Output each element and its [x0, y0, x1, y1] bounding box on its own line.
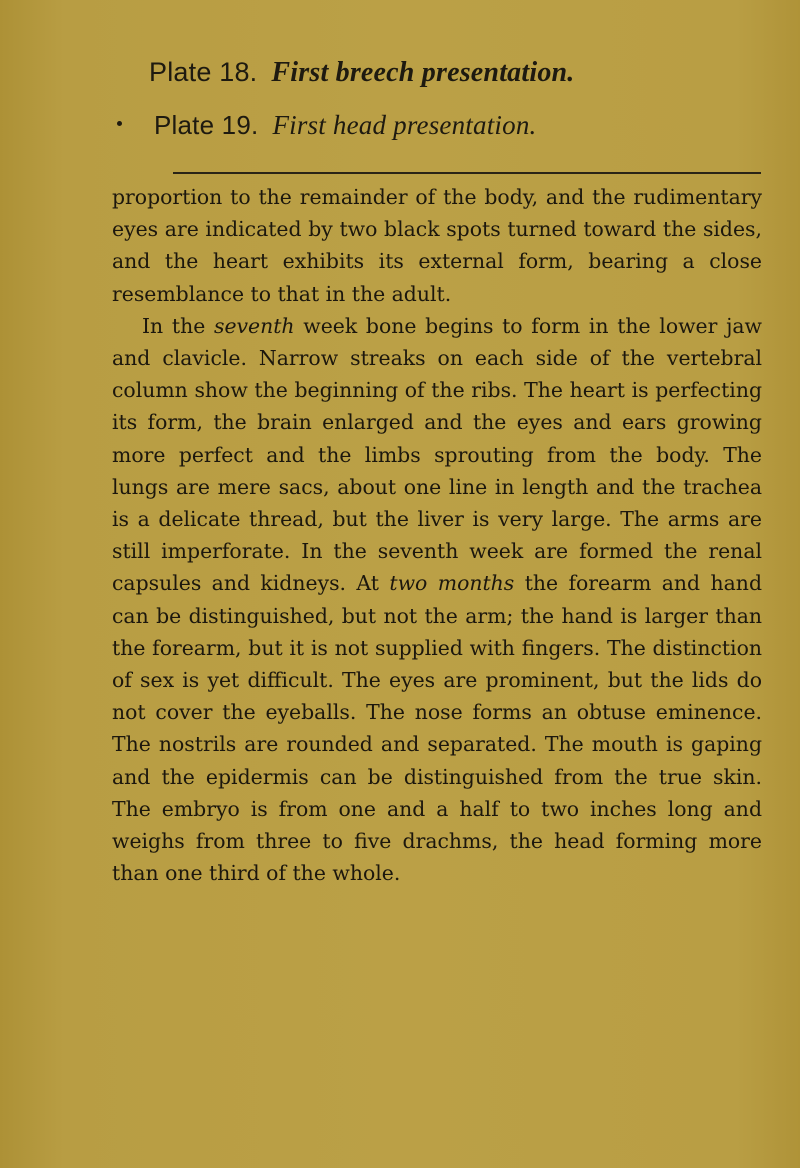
text-run: week bone begins to form in the lower jaw and clavicle. Narrow streaks on each side of the vertebral column show the beginning of the ribs. The heart is perfecting its form, the brain enlarged and the eyes and ears growing more perfect and the limbs sprouting from the body. The lungs are mere sacs, about one line in length and the trachea is a delicate thread, but the liver is very large. The arms are still imperforate. In the seventh week are formed the renal capsules and kidneys. At — [112, 313, 762, 596]
paragraph — [112, 310, 762, 890]
emphasis: two months — [389, 571, 515, 596]
paragraph: proportion to the remainder of the body, and the rudimentary eyes are indicated by two black spots turned toward the sides, and the heart exhibits its external form, bearing a close resemblance to that in the adult. — [112, 185, 762, 306]
plate-title: First breech presentation. — [271, 57, 575, 88]
plate-number: Plate 18. — [149, 57, 258, 87]
emphasis: seventh — [213, 313, 295, 338]
text-run: the forearm and hand can be distinguished, but not the arm; the hand is larger than the forearm, but it is not supplied with fingers. The distinction of sex is yet difficult. The eyes are prominent, but the lids do not cover the eyeballs. The nose forms an obtuse eminence. The nostrils are rounded and separated. The mouth is gaping and the epidermis can be distinguished from the true skin. The embryo is from one and a half to two inches long and weighs from three to five drachms, the head forming more than one third of the whole. — [112, 571, 762, 886]
horizontal-rule — [173, 172, 761, 174]
bullet-mark — [117, 121, 122, 126]
plate-title: First head presentation. — [272, 110, 537, 140]
plate-number: Plate 19. — [154, 110, 259, 140]
plate-caption-18 — [149, 57, 575, 89]
plate-caption-19 — [154, 110, 536, 141]
text-run: In the — [142, 313, 214, 338]
body-text — [112, 181, 762, 889]
